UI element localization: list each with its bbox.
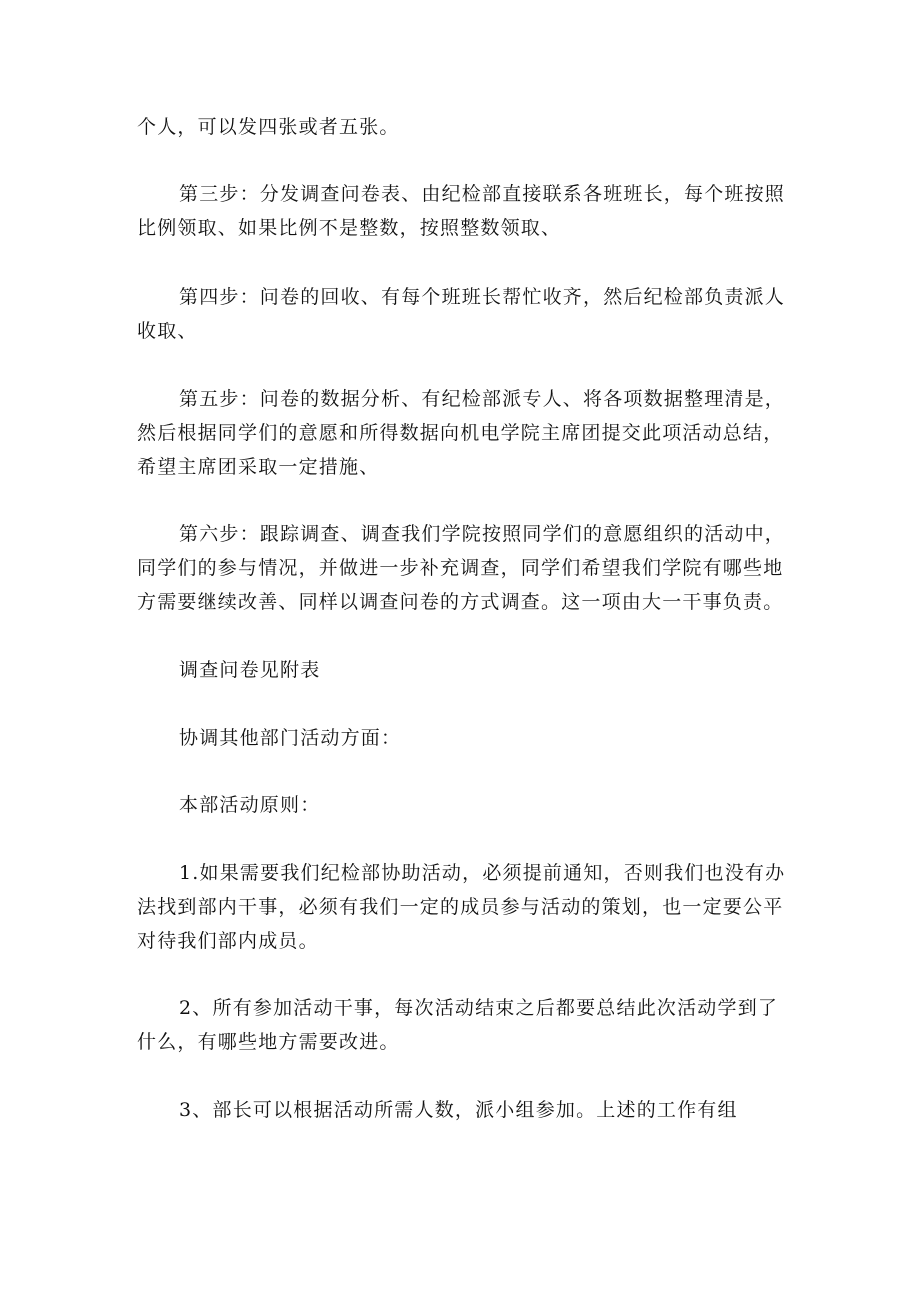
paragraph-continuation: 个人，可以发四张或者五张。 [137,116,400,138]
paragraph-appendix-note: 调查问卷见附表 [179,659,321,681]
paragraph-step-five: 第五步：问卷的数据分析、有纪检部派专人、将各项数据整理清是，然后根据同学们的意愿和所得数据向机电学院主席团提交此项活动总结，希望主席团采取一定措施、 [137,388,786,478]
paragraph-principle-three: 3、部长可以根据活动所需人数，派小组参加。上述的工作有组 [179,1099,738,1121]
paragraph-step-four: 第四步：问卷的回收、有每个班班长帮忙收齐，然后纪检部负责派人收取、 [137,286,786,342]
paragraph-coordination-heading: 协调其他部门活动方面： [179,727,402,749]
paragraph-step-three: 第三步：分发调查问卷表、由纪检部直接联系各班班长，每个班按照比例领取、如果比例不是整数，按照整数领取、 [137,183,786,239]
paragraph-step-six: 第六步：跟踪调查、调查我们学院按照同学们的意愿组织的活动中，同学们的参与情况，并做进一步补充调查，同学们希望我们学院有哪些地方需要继续改善、同样以调查问卷的方式调查。这一项由大一干事负责。 [137,523,786,613]
paragraph-principle-two: 2、所有参加活动干事，每次活动结束之后都要总结此次活动学到了什么，有哪些地方需要改进。 [137,997,779,1053]
paragraph-principle-one: 1.如果需要我们纪检部协助活动，必须提前通知，否则我们也没有办法找到部内干事，必须有我们一定的成员参与活动的策划，也一定要公平对待我们部内成员。 [137,862,786,952]
paragraph-principles-heading: 本部活动原则： [179,794,321,816]
